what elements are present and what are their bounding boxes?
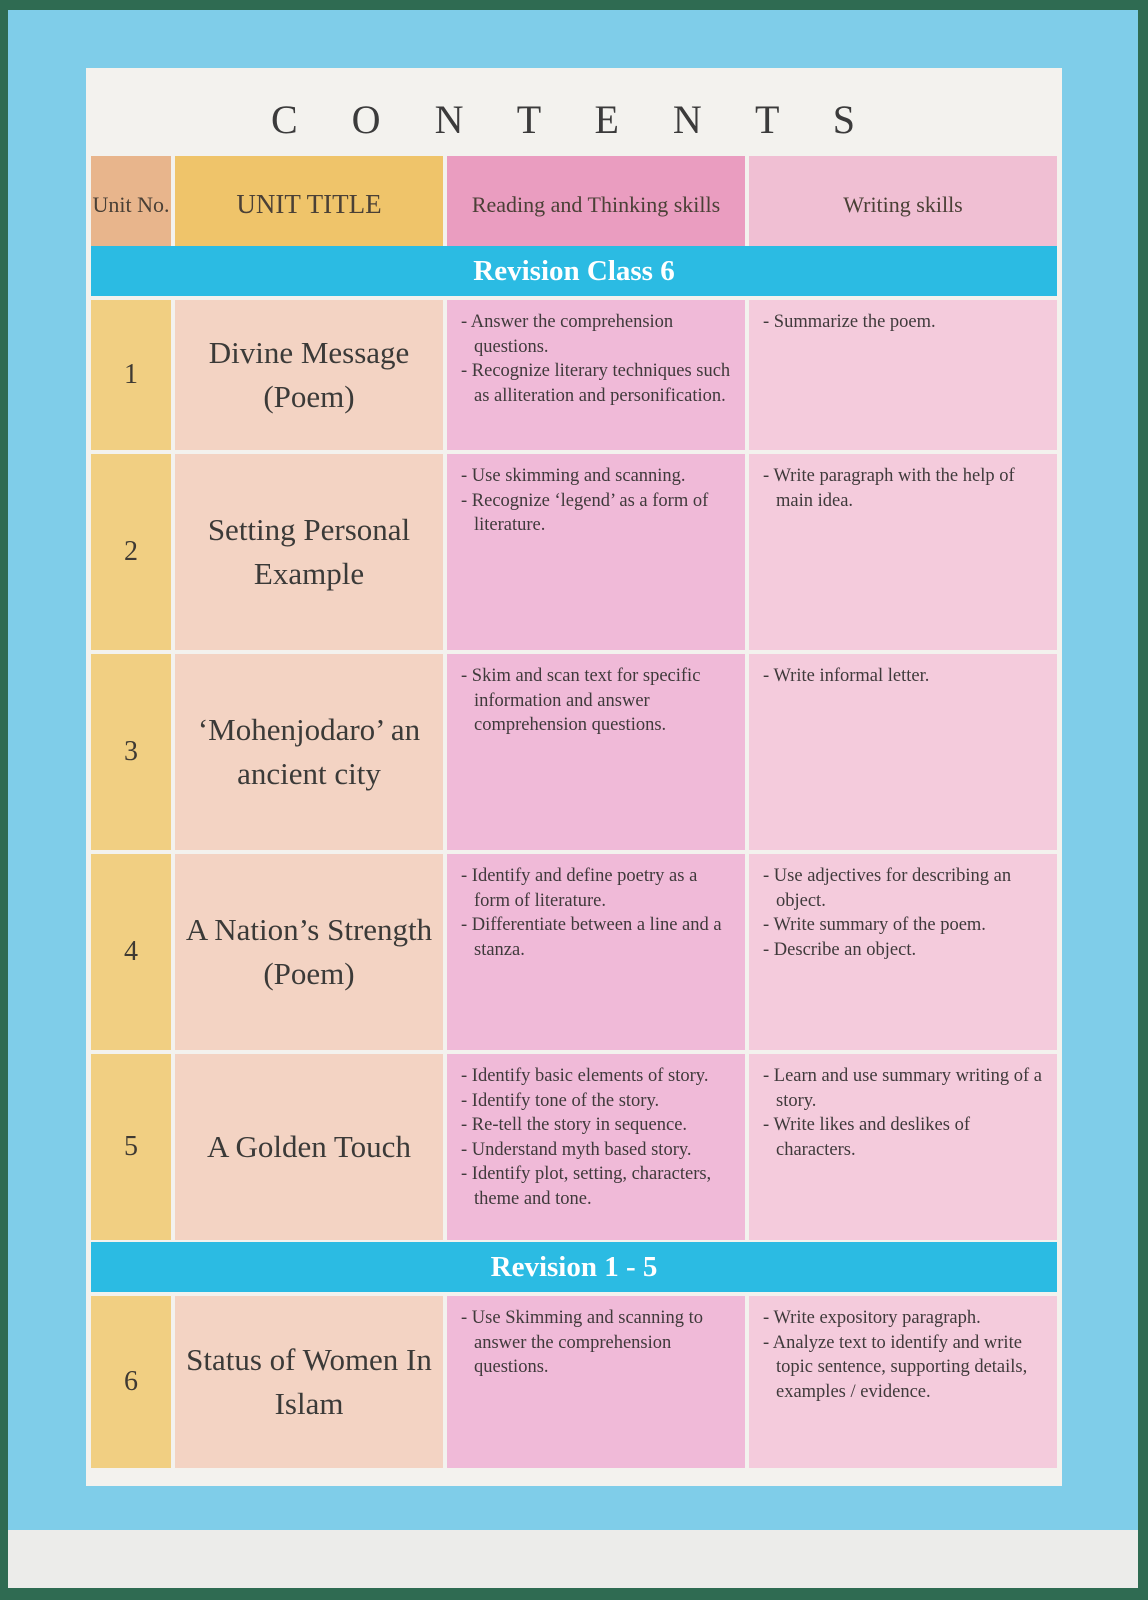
table-row [91, 454, 1057, 650]
unit-number: 2 [91, 454, 171, 650]
writing-skills-list [749, 300, 1057, 335]
table-row [91, 854, 1057, 1050]
unit-number: 1 [91, 300, 171, 450]
writing-skills-cell [749, 454, 1057, 650]
unit-number: 5 [91, 1054, 171, 1240]
unit-title: Setting Personal Example [175, 454, 443, 650]
revision-class-6-band: Revision Class 6 [91, 246, 1057, 296]
writing-skills-list [749, 1296, 1057, 1404]
header-unit-title: UNIT TITLE [175, 156, 443, 253]
writing-skills-cell [749, 654, 1057, 850]
writing-skills-list [749, 654, 1057, 689]
skill-item: - Analyze text to identify and write topic sentence, supporting details, examples / evidence. [763, 1331, 1047, 1405]
skill-item: - Write expository paragraph. [763, 1306, 1047, 1331]
unit-number: 6 [91, 1296, 171, 1468]
skill-item: - Use adjectives for describing an object. [763, 864, 1047, 913]
reading-skills-cell [447, 1054, 745, 1240]
skill-item: - Use skimming and scanning. [461, 464, 735, 489]
reading-skills-list [447, 1054, 745, 1211]
skill-item: - Write likes and deslikes of characters. [763, 1113, 1047, 1162]
writing-skills-cell [749, 1296, 1057, 1468]
reading-skills-cell [447, 1296, 745, 1468]
unit-number: 3 [91, 654, 171, 850]
book-page [8, 10, 1138, 1588]
unit-title: ‘Mohenjodaro’ an ancient city [175, 654, 443, 850]
skill-item: - Re-tell the story in sequence. [461, 1113, 735, 1138]
reading-skills-cell [447, 300, 745, 450]
skill-item: - Identify basic elements of story. [461, 1064, 735, 1089]
skill-item: - Write summary of the poem. [763, 913, 1047, 938]
skill-item: - Identify tone of the story. [461, 1089, 735, 1114]
reading-skills-list [447, 654, 745, 738]
skill-item: - Write paragraph with the help of main idea. [763, 464, 1047, 513]
skill-item: - Differentiate between a line and a stanza. [461, 913, 735, 962]
skill-item: - Write informal letter. [763, 664, 1047, 689]
reading-skills-cell [447, 454, 745, 650]
skill-item: - Answer the comprehension questions. [461, 310, 735, 359]
reading-skills-cell [447, 854, 745, 1050]
writing-skills-cell [749, 1054, 1057, 1240]
skill-item: - Identify and define poetry as a form of literature. [461, 864, 735, 913]
reading-skills-list [447, 454, 745, 538]
reading-skills-list [447, 854, 745, 962]
unit-title: Divine Message (Poem) [175, 300, 443, 450]
contents-sheet [86, 68, 1062, 1486]
skill-item: - Recognize ‘legend’ as a form of literature. [461, 489, 735, 538]
reading-skills-list [447, 1296, 745, 1380]
writing-skills-cell [749, 300, 1057, 450]
skill-item: - Describe an object. [763, 938, 1047, 963]
unit-title: A Golden Touch [175, 1054, 443, 1240]
skill-item: - Identify plot, setting, characters, theme and tone. [461, 1162, 735, 1211]
unit-title: Status of Women In Islam [175, 1296, 443, 1468]
skill-item: - Summarize the poem. [763, 310, 1047, 335]
unit-title: A Nation’s Strength (Poem) [175, 854, 443, 1050]
unit-number: 4 [91, 854, 171, 1050]
revision-1-5-band: Revision 1 - 5 [91, 1242, 1057, 1292]
skill-item: - Use Skimming and scanning to answer the comprehension questions. [461, 1306, 735, 1380]
writing-skills-list [749, 454, 1057, 513]
header-writing-skills: Writing skills [749, 156, 1057, 253]
reading-skills-list [447, 300, 745, 408]
table-row [91, 1054, 1057, 1240]
skill-item: - Learn and use summary writing of a story. [763, 1064, 1047, 1113]
reading-skills-cell [447, 654, 745, 850]
writing-skills-list [749, 1054, 1057, 1162]
table-row [91, 654, 1057, 850]
skill-item: - Recognize literary techniques such as alliteration and personification. [461, 359, 735, 408]
skill-item: - Understand myth based story. [461, 1138, 735, 1163]
skill-item: - Skim and scan text for specific information and answer comprehension questions. [461, 664, 735, 738]
table-row [91, 1296, 1057, 1468]
header-unit-no: Unit No. [91, 156, 171, 253]
header-reading-skills: Reading and Thinking skills [447, 156, 745, 253]
page-title: C O N T E N T S [271, 97, 877, 142]
table-row [91, 300, 1057, 450]
writing-skills-list [749, 854, 1057, 962]
writing-skills-cell [749, 854, 1057, 1050]
